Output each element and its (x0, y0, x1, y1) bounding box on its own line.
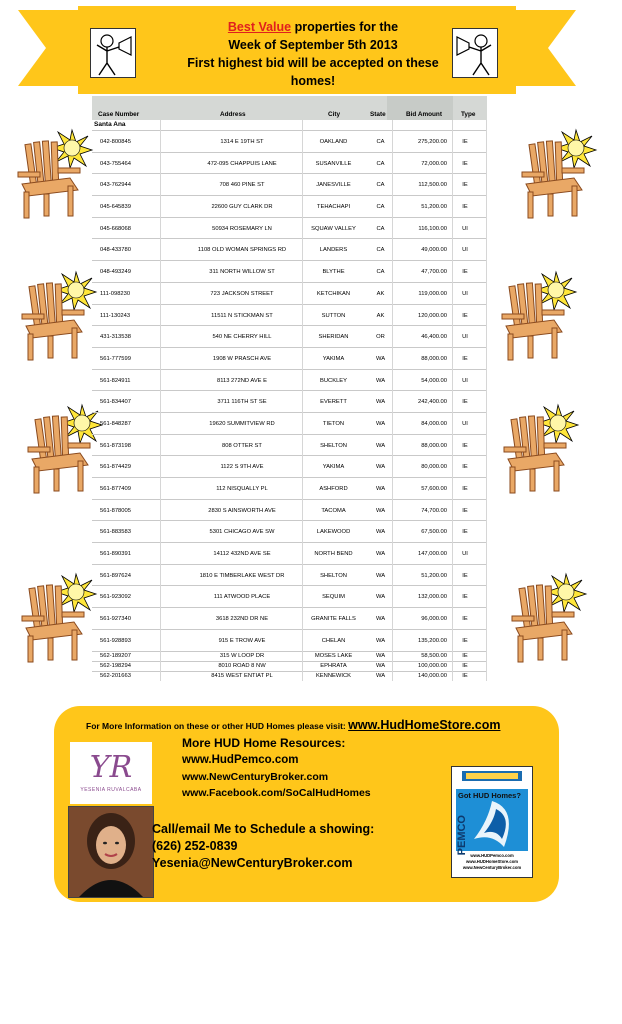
cell-case-number: 043-755464 (100, 160, 131, 167)
table-row (92, 520, 487, 542)
table-row (92, 152, 487, 174)
pemco-tagline: Got HUD Homes? (458, 791, 521, 800)
cell-case-number: 562-201663 (100, 672, 131, 679)
cell-address: 19620 SUMMITVIEW RD (209, 420, 275, 427)
cell-case-number: 561-848287 (100, 420, 131, 427)
header-bid-amount: Bid Amount (406, 111, 442, 118)
newcenturybroker-link[interactable]: www.NewCenturyBroker.com (182, 771, 329, 783)
pemco-link-newcentury: www.NewCenturyBroker.com (462, 865, 522, 870)
cell-state: WA (375, 486, 386, 492)
cell-case-number: 561-877409 (100, 486, 131, 492)
banner-line2: Week of September 5th 2013 (228, 38, 398, 52)
email-address[interactable]: Yesenia@NewCenturyBroker.com (152, 856, 353, 870)
cell-address: 1908 W PRASCH AVE (212, 355, 272, 362)
property-table (92, 96, 487, 681)
cell-case-number: 043-762944 (100, 182, 131, 189)
cell-case-number: 431-313538 (100, 334, 131, 341)
cell-state: CA (376, 225, 385, 232)
cell-city: TACOMA (321, 507, 346, 514)
cell-type: IE (462, 442, 468, 449)
cell-address: 915 E TROW AVE (218, 637, 266, 644)
cell-state: CA (376, 247, 385, 254)
cell-city: ASHFORD (319, 486, 348, 492)
cell-city: KETCHIKAN (316, 290, 351, 297)
cell-bid-amount: 47,700.00 (421, 269, 447, 276)
adirondack-chair-sun-icon (498, 270, 598, 375)
cell-bid-amount: 135,200.00 (417, 637, 447, 644)
table-row (92, 130, 487, 152)
cell-type: UI (462, 247, 468, 254)
cell-address: 1122 S 9TH AVE (220, 464, 264, 471)
table-row (92, 195, 487, 217)
cell-type: IE (462, 594, 468, 601)
table-row (92, 564, 487, 586)
visit-line (86, 718, 500, 732)
yesenia-logo (70, 742, 152, 804)
cell-state: WA (375, 637, 386, 644)
adirondack-chair-sun-icon (518, 128, 618, 233)
cell-city: OAKLAND (319, 139, 348, 145)
region-label: Santa Ana (94, 121, 126, 128)
cell-city: SUTTON (321, 312, 346, 319)
cell-address: 808 OTTER ST (222, 442, 262, 449)
cell-type: IE (462, 486, 468, 492)
logo-name: YESENIA RUVALCABA (80, 787, 142, 793)
cell-case-number: 561-873198 (100, 442, 131, 449)
table-row (92, 217, 487, 239)
table-row (92, 347, 487, 369)
cell-state: WA (375, 529, 386, 536)
cell-state: WA (375, 464, 386, 471)
cell-address: 5301 CHICAGO AVE SW (209, 529, 275, 536)
cell-state: WA (375, 662, 386, 669)
cell-case-number: 561-897624 (100, 572, 131, 579)
header-state: State (370, 111, 386, 118)
cell-address: 111 ATWOOD PLACE (213, 594, 271, 601)
banner-line3: First highest bid will be accepted on these (187, 56, 439, 70)
cell-type: IE (462, 652, 468, 659)
call-line: Call/email Me to Schedule a showing: (152, 822, 375, 836)
cell-address: 723 JACKSON STREET (210, 290, 274, 297)
cell-city: JANESVILLE (316, 182, 351, 189)
cell-address: 1108 OLD WOMAN SPRINGS RD (197, 247, 287, 254)
cell-bid-amount: 88,000.00 (421, 442, 447, 449)
header-address: Address (220, 111, 246, 118)
cell-bid-amount: 120,000.00 (417, 312, 447, 319)
table-row (92, 542, 487, 564)
cell-address: 315 W LOOP DR (219, 652, 265, 659)
more-resources-title: More HUD Home Resources: (182, 736, 346, 750)
cell-case-number: 561-834407 (100, 399, 131, 406)
col-divider (160, 120, 161, 681)
cell-type: UI (462, 225, 468, 232)
agent-photo (68, 806, 154, 898)
cell-bid-amount: 80,000.00 (421, 464, 447, 471)
cell-bid-amount: 67,500.00 (421, 529, 447, 536)
cell-bid-amount: 84,000.00 (421, 420, 447, 427)
cell-city: EVERETT (320, 399, 347, 406)
cell-address: 112 NISQUALLY PL (216, 486, 268, 492)
cell-type: IE (462, 672, 468, 679)
cell-state: WA (375, 652, 386, 659)
cell-case-number: 561-883583 (100, 529, 131, 536)
header-type: Type (461, 111, 476, 118)
cell-case-number: 042-800845 (100, 139, 131, 145)
cell-state: WA (375, 594, 386, 601)
cell-case-number: 561-928893 (100, 637, 131, 644)
cell-case-number: 561-890391 (100, 551, 131, 558)
best-value-highlight: Best Value (227, 20, 292, 34)
cell-city: LAKEWOOD (316, 529, 351, 536)
phone-number[interactable]: (626) 252-0839 (152, 839, 238, 853)
adirondack-chair-sun-icon (500, 403, 600, 508)
cell-address: 8415 WEST ENTIAT PL (211, 672, 273, 679)
banner-line4: homes! (290, 74, 336, 88)
cell-state: AK (376, 290, 385, 297)
cell-city: SHERIDAN (318, 334, 349, 341)
cell-case-number: 561-927340 (100, 616, 131, 623)
cell-address: 11511 N STICKMAN ST (211, 312, 273, 319)
cell-type: IE (462, 204, 468, 211)
table-body (92, 130, 487, 681)
col-divider (486, 120, 487, 681)
cell-address: 1810 E TIMBERLAKE WEST DR (199, 572, 285, 579)
table-row (92, 390, 487, 412)
cell-state: WA (375, 355, 386, 362)
logo-monogram: YR (89, 750, 133, 785)
hudhomestore-link[interactable]: www.HudHomeStore.com (348, 718, 501, 732)
cell-bid-amount: 96,000.00 (421, 616, 447, 623)
cell-type: UI (462, 420, 468, 427)
table-row (92, 477, 487, 499)
cell-address: 3618 232ND DR NE (215, 616, 269, 623)
cell-city: LANDERS (319, 247, 348, 254)
pemco-ad (451, 766, 533, 878)
cell-case-number: 111-098230 (100, 290, 131, 297)
cell-type: IE (462, 662, 468, 669)
cell-type: IE (462, 139, 468, 145)
table-row (92, 304, 487, 326)
cell-type: IE (462, 464, 468, 471)
table-row (92, 260, 487, 282)
col-divider (452, 120, 453, 681)
header-case-number: Case Number (98, 111, 140, 118)
table-row (92, 238, 487, 260)
cell-state: WA (375, 572, 386, 579)
visit-text: For More Information on these or other HUD Homes please visit: (86, 721, 346, 731)
cell-case-number: 561-874429 (100, 464, 131, 471)
cell-state: CA (376, 182, 385, 189)
cell-type: IE (462, 269, 468, 276)
cell-address: 1314 E 19TH ST (220, 139, 264, 145)
cell-state: WA (375, 616, 386, 623)
cell-bid-amount: 100,000.00 (417, 662, 447, 669)
cell-case-number: 562-189207 (100, 652, 131, 659)
cell-type: IE (462, 312, 468, 319)
table-row (92, 629, 487, 651)
cell-city: SHELTON (320, 442, 347, 449)
cell-state: WA (375, 507, 386, 514)
cartoon-megaphone-man-left-icon (90, 28, 136, 78)
cell-state: WA (375, 672, 386, 679)
cell-address: 708 460 PINE ST (219, 182, 265, 189)
cell-address: 540 NE CHERRY HILL (212, 334, 272, 341)
footer-panel (54, 706, 559, 902)
table-row (92, 282, 487, 304)
cell-type: IE (462, 529, 468, 536)
header-city: City (328, 111, 341, 118)
banner-headline (168, 18, 458, 90)
cell-bid-amount: 140,000.00 (417, 672, 447, 679)
cell-case-number: 045-645839 (100, 204, 131, 211)
cell-bid-amount: 88,000.00 (421, 355, 447, 362)
cell-city: NORTH BEND (314, 551, 353, 558)
cell-city: YAKIMA (322, 464, 345, 471)
table-row (92, 661, 487, 671)
cell-bid-amount: 116,100.00 (418, 225, 447, 232)
cell-state: AK (376, 312, 385, 319)
table-row (92, 651, 487, 661)
cell-case-number: 045-668068 (100, 225, 131, 232)
cell-city: BUCKLEY (319, 377, 348, 384)
cell-bid-amount: 112,500.00 (418, 182, 447, 189)
table-row (92, 585, 487, 607)
cell-type: IE (462, 637, 468, 644)
cell-state: OR (376, 334, 385, 341)
table-row (92, 412, 487, 434)
cell-city: SHELTON (320, 572, 347, 579)
cell-type: UI (462, 290, 468, 297)
cell-city: TIETON (322, 420, 345, 427)
cell-type: UI (462, 334, 468, 341)
cell-type: IE (462, 160, 468, 167)
table-row (92, 455, 487, 477)
cell-type: UI (462, 377, 468, 384)
table-row (92, 607, 487, 629)
cell-case-number: 561-923092 (100, 594, 131, 601)
cell-bid-amount: 72,000.00 (421, 160, 447, 167)
table-header (92, 96, 487, 120)
pemco-link-hudpemco: www.HUDPemco.com (470, 853, 514, 858)
cell-bid-amount: 58,500.00 (421, 652, 447, 659)
cell-case-number: 048-433780 (100, 247, 131, 254)
cell-type: IE (462, 355, 468, 362)
cell-address: 14112 432ND AVE SE (213, 551, 271, 558)
cell-bid-amount: 132,000.00 (417, 594, 447, 601)
cell-bid-amount: 275,200.00 (417, 139, 447, 145)
table-row (92, 173, 487, 195)
col-divider (302, 120, 303, 681)
cell-city: EPHRATA (320, 662, 347, 669)
cell-type: IE (462, 616, 468, 623)
cell-city: TEHACHAPI (316, 204, 351, 211)
cell-case-number: 561-824911 (100, 377, 131, 384)
cell-bid-amount: 147,000.00 (417, 551, 447, 558)
cell-type: IE (462, 572, 468, 579)
cell-state: CA (376, 160, 385, 167)
table-row (92, 499, 487, 521)
cell-state: CA (376, 204, 385, 211)
cell-state: CA (376, 269, 385, 276)
cell-case-number: 561-777599 (100, 355, 131, 362)
cell-case-number: 111-130243 (100, 312, 131, 319)
cell-bid-amount: 51,200.00 (421, 204, 447, 211)
cell-city: CHELAN (321, 637, 346, 644)
cell-address: 50934 ROSEMARY LN (212, 225, 272, 232)
cell-address: 3711 116TH ST SE (217, 399, 267, 406)
cell-type: IE (462, 399, 468, 406)
cell-city: SEQUIM (322, 594, 345, 601)
cell-address: 22600 GUY CLARK DR (211, 204, 273, 211)
table-row (92, 671, 487, 681)
cartoon-megaphone-man-right-icon (452, 28, 498, 78)
pemco-brand: PEMCO (456, 815, 468, 856)
cell-city: SQUAW VALLEY (311, 225, 356, 232)
cell-state: CA (376, 139, 385, 145)
table-row (92, 325, 487, 347)
cell-city: KENNEWICK (315, 672, 352, 679)
cell-address: 2830 S AINSWORTH AVE (208, 507, 276, 514)
cell-bid-amount: 54,000.00 (421, 377, 447, 384)
cell-type: IE (462, 182, 468, 189)
cell-bid-amount: 46,400.00 (421, 334, 447, 341)
cell-case-number: 048-493249 (100, 269, 131, 276)
cell-bid-amount: 51,200.00 (421, 572, 447, 579)
adirondack-chair-sun-icon (508, 572, 608, 677)
table-row (92, 434, 487, 456)
cell-case-number: 561-878005 (100, 507, 131, 514)
cell-state: WA (375, 551, 386, 558)
cell-state: WA (375, 377, 386, 384)
cell-bid-amount: 119,000.00 (418, 290, 447, 297)
pemco-link-hudhomestore: www.HUDHomeStore.com (466, 859, 518, 864)
cell-bid-amount: 74,700.00 (421, 507, 447, 514)
facebook-link[interactable]: www.Facebook.com/SoCalHudHomes (182, 787, 371, 799)
cell-city: SUSANVILLE (315, 160, 352, 167)
cell-bid-amount: 49,000.00 (421, 247, 447, 254)
cell-bid-amount: 242,400.00 (417, 399, 447, 406)
cell-type: UI (462, 551, 468, 558)
cell-state: WA (375, 399, 386, 406)
cell-city: GRANITE FALLS (311, 616, 356, 623)
cell-address: 472-095 CHAPPUIS LANE (207, 160, 277, 167)
cell-state: WA (375, 420, 386, 427)
cell-city: MOSES LAKE (314, 652, 353, 659)
cell-type: IE (462, 507, 468, 514)
hudpemco-link[interactable]: www.HudPemco.com (182, 754, 299, 766)
cell-address: 8010 ROAD 8 NW (218, 662, 266, 669)
col-divider (392, 120, 393, 681)
banner-line1: properties for the (291, 20, 399, 34)
header-banner (18, 6, 576, 94)
cell-city: YAKIMA (322, 355, 345, 362)
cell-address: 311 NORTH WILLOW ST (209, 269, 275, 276)
cell-state: WA (375, 442, 386, 449)
cell-case-number: 562-198294 (100, 662, 131, 669)
cell-address: 8113 272ND AVE E (216, 377, 268, 384)
table-row (92, 369, 487, 391)
cell-city: BLYTHE (322, 269, 345, 276)
cell-bid-amount: 57,600.00 (421, 486, 447, 492)
